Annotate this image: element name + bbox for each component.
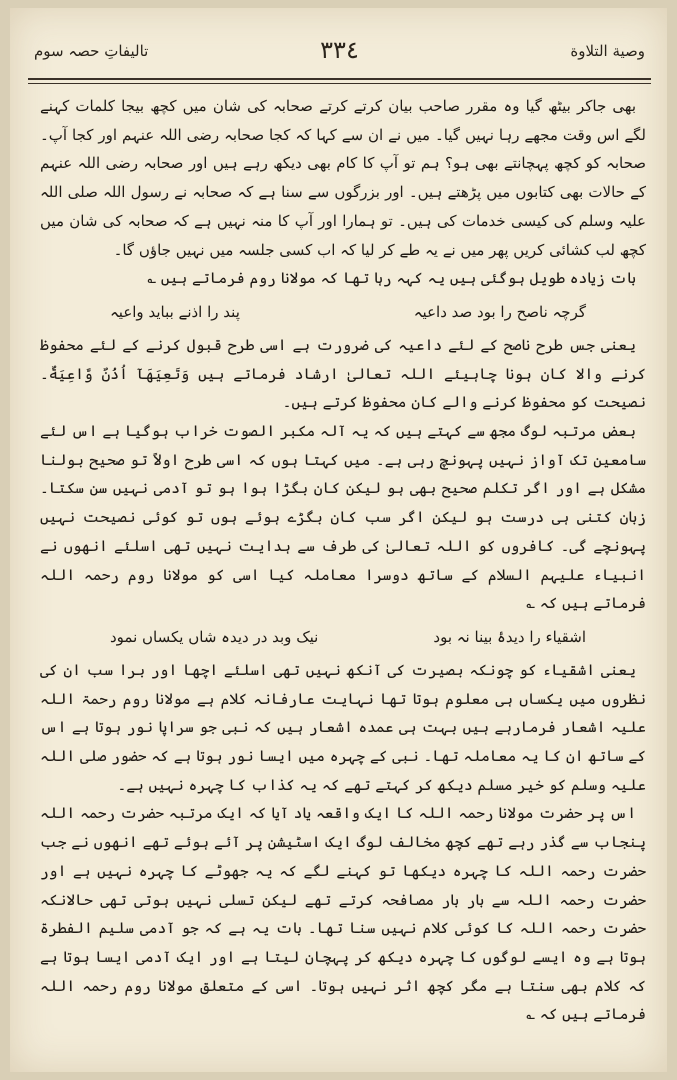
- verse-first-hemistich: گرچہ ناصح را بود صد داعیہ: [413, 302, 586, 321]
- page-number: ٣٣٤: [320, 36, 359, 64]
- paragraph: بعض مرتبہ لوگ مجھ سے کہتے ہیں کہ یہ آلہ مکبر الصوت خراب ہوگیا ہے اس لئے سامعین تک آواز نہیں پہونچ رہی ہے۔ میں کہتا ہوں کہ اسی طرح اولاً تو صحیح بولنا مشکل ہے اور اگر تکلم صحیح بھی ہو لیکن کان بگڑا ہوا ہو تو آدمی نہیں سن سکتا۔ زبان کتنی ہی درست ہو لیکن اگر سب کان بگڑے ہوئے ہوں تو کوئی نصیحت نہیں پہونچے گی۔ کافروں کو اللہ تعالیٰ کی طرف سے ہدایت نہیں تھی اسلئے انھوں نے انبیاء علیہم السلام کے ساتھ دوسرا معاملہ کیا اسی کو مولانا روم رحمہ اللہ فرماتے ہیں کہ ؎: [40, 422, 646, 613]
- verse-second-hemistich: پند را اذنے بباید واعیہ: [110, 302, 240, 321]
- page-header: [28, 34, 651, 74]
- verse-second-hemistich: نیک وبد در دیدہ شاں یکساں نمود: [110, 627, 319, 646]
- paragraph: اس پر حضرت مولانا رحمہ اللہ کا ایک واقعہ یاد آیا کہ ایک مرتبہ حضرت رحمہ اللہ پنجاب سے گذر رہے تھے کچھ مخالف لوگ ایک اسٹیشن پر آئے ہوئے تھے انھوں نے جب حضرت رحمہ اللہ کا چہرہ دیکھا تو کہنے لگے کہ یہ جھوٹے کا چہرہ نہیں ہے اور حضرت رحمہ اللہ سے بار بار مصافحہ کرتے تھے لیکن تسلی نہیں ہوتی تھی حالانکہ حضرت رحمہ اللہ کا کوئی کلام نہیں سنا تھا۔ بات یہ ہے کہ جو آدمی سلیم الفطرۃ ہوتا ہے وہ ایسے لوگوں کا چہرہ دیکھ کر پہچان لیتا ہے اور ایک آدمی ایسا ہوتا ہے کہ کلام بھی سنتا ہے مگر کچھ اثر نہیں ہوتا۔ اسی کے متعلق مولانا روم رحمہ اللہ فرماتے ہیں کہ ؎: [40, 804, 646, 1024]
- page-body: [40, 92, 646, 1029]
- header-rule-thin: [28, 83, 651, 84]
- header-book-title: تالیفاتِ حصہ سوم: [34, 42, 149, 60]
- paragraph: یعنی اشقیاء کو چونکہ بصیرت کی آنکھ نہیں تھی اسلئے اچھا اور برا سب ان کی نظروں میں یکساں ہی معلوم ہوتا تھا نہایت عارفانہ کلام ہے مولانا روم رحمۃ اللہ علیہ اشعار فرمارہے ہیں بہت ہی عمدہ اشعار ہیں کہ نبی جو سراپا نور ہوتا ہے اس کے ساتھ ان کا یہ معاملہ تھا۔ نبی کے چہرہ میں ایسا نور ہوتا ہے کہ حضور صلی اللہ علیہ وسلم کو خیر مسلم دیکھ کر کہتے تھے کہ یہ کذاب کا چہرہ نہیں ہے۔: [40, 660, 646, 794]
- paragraph: بات زیادہ طویل ہوگئی ہیں یہ کہہ رہا تھا کہ مولانا روم فرماتے ہیں ؎: [147, 269, 636, 288]
- paragraph: یعنی جس طرح ناصح کے لئے داعیہ کی ضرورت ہے اسی طرح قبول کرنے کے لئے محفوظ کرنے والا کان ہونا چاہیئے اللہ تعالیٰ ارشاد فرماتے ہیں وَتَعِیَهَآ اُذُنٌ وَّاعِیَةٌ۔ نصیحت کو محفوظ کرنے والے کان محفوظ کرتے ہیں۔: [40, 335, 646, 412]
- paragraph: بھی جاکر بیٹھ گیا وہ مقرر صاحب بیان کرتے کرتے صحابہ کی شان میں کچھ بیجا کلمات کہنے لگے اس وقت مجھے رہا نہیں گیا۔ میں نے ان سے کہا کہ کجا صحابہ رضی اللہ عنہم اور کجا آپ۔ صحابہ کو کچھ پہچانتے بھی ہو؟ ہم تو آپ کا کام بھی دیکھ رہے ہیں اور صحابہ رضی اللہ عنہم کے حالات بھی کتابوں میں پڑھتے ہیں۔ اور بزرگوں سے سنا ہے کہ صحابہ نے رسول اللہ صلی اللہ علیہ وسلم کی کیسی خدمات کی ہیں۔ تو ہمارا اور آپ کا منہ نہیں ہے کہ صحابہ کی شان میں کچھ لب کشائی کریں پھر میں نے یہ طے کر لیا کہ اب کسی جلسہ میں نہیں جاؤں گا۔: [40, 97, 646, 259]
- verse-first-hemistich: اشقیاء را دیدۂ بینا نہ بود: [433, 627, 586, 646]
- verse-couplet: [110, 299, 586, 325]
- header-rule: [28, 78, 651, 80]
- header-section-title: وصية التلاوة: [570, 42, 645, 60]
- verse-couplet: [110, 624, 586, 650]
